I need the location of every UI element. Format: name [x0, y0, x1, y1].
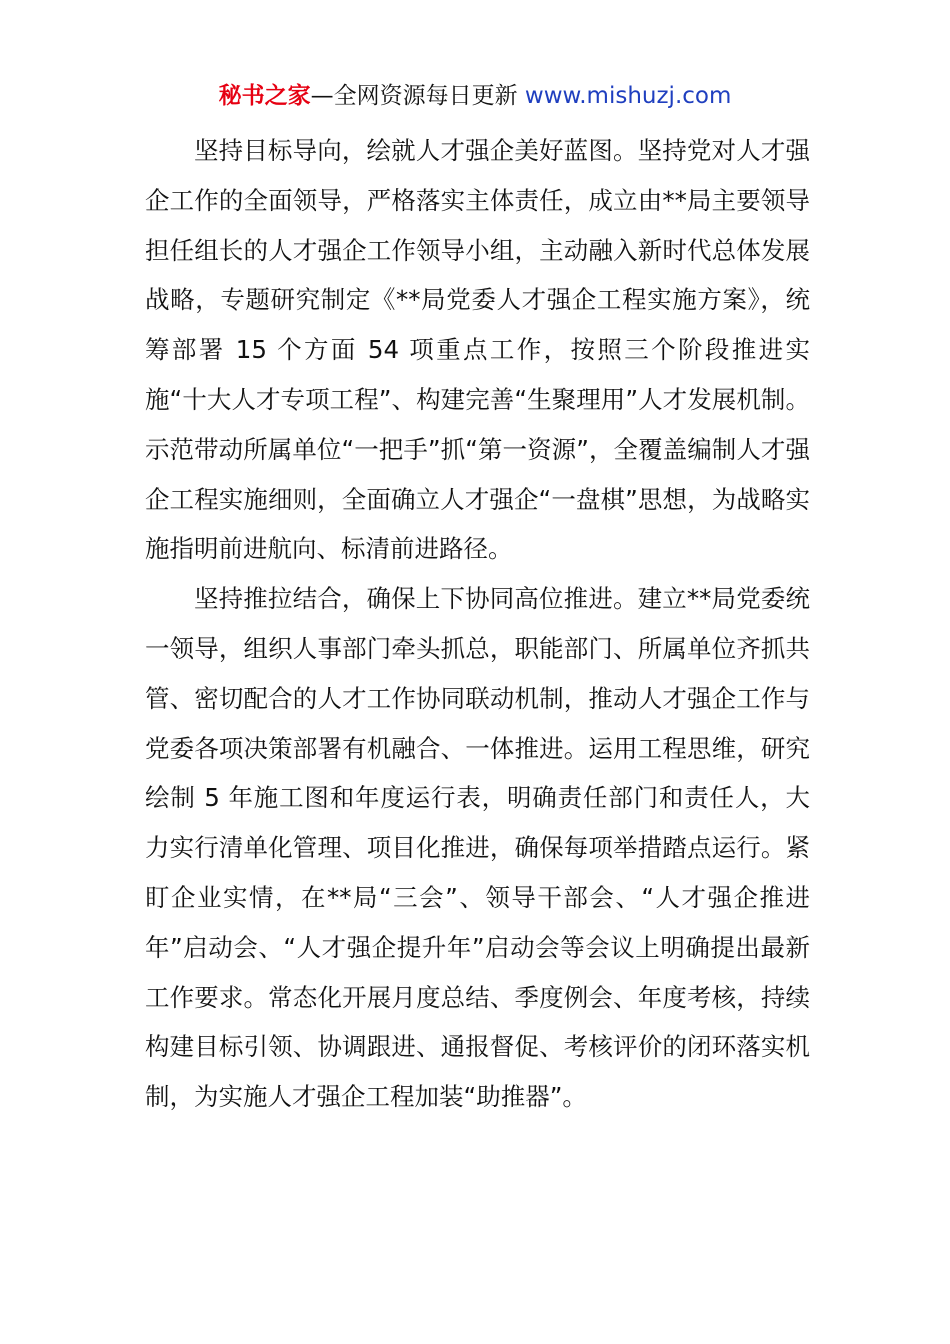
document-body — [145, 126, 810, 1122]
paragraph-push-pull: 坚持推拉结合，确保上下协同高位推进。建立**局党委统一领导，组织人事部门牵头抓总，职能部门、所属单位齐抓共管、密切配合的人才工作协同联动机制，推动人才强企工作与党委各项决策部署有机融合、一体推进。运用工程思维，研究绘制 5 年施工图和年度运行表，明确责任部门和责任人，大力实行清单化管理、项目化推进，确保每项举措踏点运行。紧盯企业实情，在**局“三会”、领导干部会、“人才强企推进年”启动会、“人才强企提升年”启动会等会议上明确提出最新工作要求。常态化开展月度总结、季度例会、年度考核，持续构建目标引领、协调跟进、通报督促、考核评价的闭环落实机制，为实施人才强企工程加装“助推器”。 — [145, 584, 810, 1112]
site-header — [0, 80, 950, 112]
header-tagline: —全网资源每日更新 — [310, 83, 518, 109]
paragraph-goal-orientation: 坚持目标导向，绘就人才强企美好蓝图。坚持党对人才强企工作的全面领导，严格落实主体责任，成立由**局主要领导担任组长的人才强企工作领导小组，主动融入新时代总体发展战略，专题研究制定《**局党委人才强企工程实施方案》，统筹部署 15 个方面 54 项重点工作，按照三个阶段推进实施“十大人才专项工程”、构建完善“生聚理用”人才发展机制。示范带动所属单位“一把手”抓“第一资源”，全覆盖编制人才强企工程实施细则，全面确立人才强企“一盘棋”思想，为战略实施指明前进航向、标清前进路径。 — [145, 136, 810, 564]
brand-name: 秘书之家 — [218, 83, 311, 109]
site-url-link[interactable]: www.mishuzj.com — [524, 83, 732, 109]
